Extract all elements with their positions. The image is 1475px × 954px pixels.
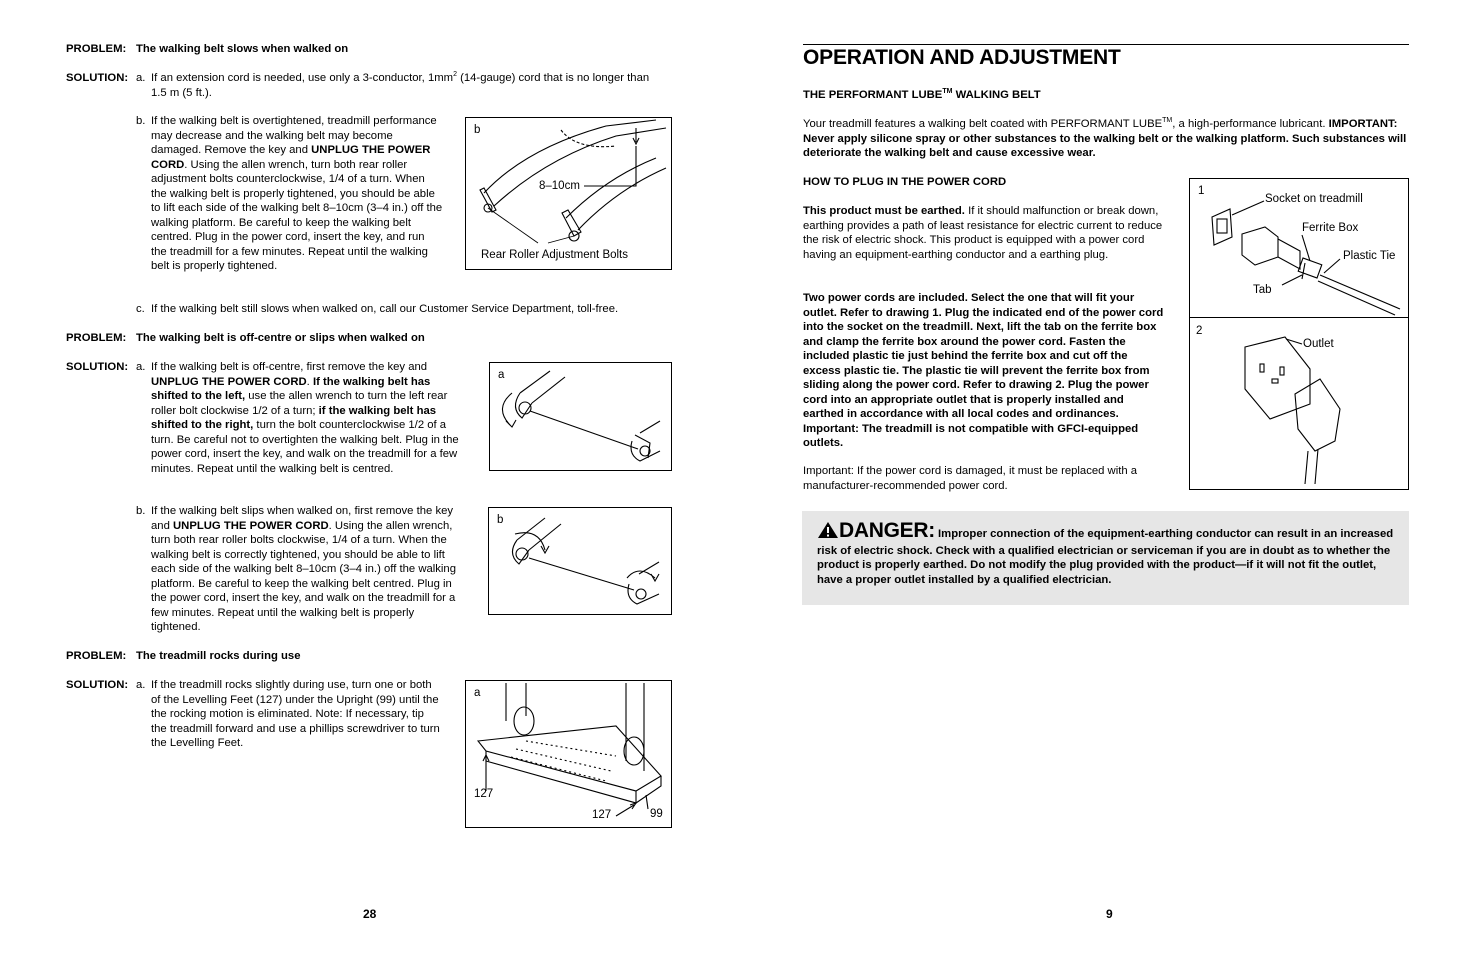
figure-levelling-feet bbox=[465, 680, 672, 828]
danger-message: Improper connection of the equipment-earthing conductor can result in an increased risk of electric shock. Check with a qualified electrician or serviceman if you are in doubt as to whether the product is properly earthed. Do not modify the plug provided with the product—if it will not fit the outlet, have a proper outlet installed by a qualified electrician. bbox=[817, 528, 1394, 586]
problem-label: PROBLEM: bbox=[66, 43, 127, 55]
figure-caption: Rear Roller Adjustment Bolts bbox=[481, 249, 629, 261]
step-a-text: If the walking belt is off-centre, first remove the key and UNPLUG THE POWER CORD. If the walking belt has shifted to the left, use the allen wrench to turn the left rear roller bolt clockwise 1/2 of a turn; if the walking belt has shifted to the right, turn the bolt counterclockwise 1/2 of a turn. Be careful not to overtighten the walking belt. Plug in the power cord, insert the key, and walk on the treadmill for a few minutes. Repeat until the walking belt is centred. bbox=[151, 361, 459, 475]
problem-label: PROBLEM: bbox=[66, 650, 127, 662]
step-letter: a. bbox=[136, 72, 146, 84]
danger-text-block bbox=[817, 521, 1397, 587]
solution-label: SOLUTION: bbox=[66, 679, 129, 691]
problem-label: PROBLEM: bbox=[66, 332, 127, 344]
figure-rear-roller-bolts bbox=[465, 117, 672, 270]
figure-letter: b bbox=[497, 514, 504, 526]
part-label-127: 127 bbox=[474, 788, 494, 800]
treadmill-belt-drawing bbox=[466, 118, 671, 269]
step-letter: b. bbox=[136, 505, 146, 517]
figure-letter: b bbox=[474, 124, 481, 136]
earthing-paragraph: This product must be earthed. If it should malfunction or break down, earthing provides a path of least resistance for electric current to reduce the risk of electric shock. This product is equipped with a power cord having an equipment-earthing conductor and a earthing plug. bbox=[803, 205, 1163, 261]
plug-heading: HOW TO PLUG IN THE POWER CORD bbox=[803, 176, 1007, 188]
figure-belt-left-shift bbox=[489, 362, 672, 471]
step-letter: a. bbox=[136, 679, 146, 691]
warning-triangle-icon bbox=[817, 521, 839, 544]
outlet-label: Outlet bbox=[1303, 338, 1334, 350]
step-a-text: If an extension cord is needed, use only a 3-conductor, $1mm^2$ (14-gauge) cord that is no longer than 1.5 m (5 ft.). bbox=[151, 71, 650, 99]
power-cord-drawing bbox=[1190, 179, 1408, 489]
step-b-text: If the walking belt is overtightened, treadmill performance may decrease and the walking belt may become damaged. Remove the key and UNPLUG THE POWER CORD. Using the allen wrench, turn both rear roller adjustment bolts counterclockwise, 1/4 of a turn. When the walking belt is properly tightened, you should be able to lift each side of the walking belt 8–10cm (3–4 in.) off the walking platform. Be careful to keep the walking belt centred. Plug in the power cord, insert the key, and run the treadmill for a few minutes. Repeat until the walking belt is properly tightened. bbox=[151, 115, 443, 272]
roller-bolt-drawing bbox=[489, 508, 671, 614]
part-label-99: 99 bbox=[650, 808, 663, 820]
problem-heading: The walking belt is off-centre or slips when walked on bbox=[136, 332, 425, 344]
solution-label: SOLUTION: bbox=[66, 361, 129, 373]
step-letter: c. bbox=[136, 303, 145, 315]
problem-heading: The walking belt slows when walked on bbox=[136, 43, 349, 55]
drawing-number: 1 bbox=[1198, 185, 1205, 197]
page-number: 9 bbox=[1106, 907, 1113, 921]
measure-label: 8–10cm bbox=[539, 180, 580, 192]
step-c-text: If the walking belt still slows when walked on, call our Customer Service Department, toll-free. bbox=[151, 303, 619, 315]
lube-heading: THE PERFORMANT LUBE™ WALKING BELT bbox=[803, 88, 1041, 101]
plastic-tie-label: Plastic Tie bbox=[1343, 250, 1396, 262]
roller-bolt-drawing bbox=[490, 363, 671, 470]
drawing-number: 2 bbox=[1196, 325, 1203, 337]
page-number: 28 bbox=[363, 907, 377, 921]
power-cord-instructions: Two power cords are included. Select the one that will fit your outlet. Refer to drawing 1. Plug the indicated end of the power cord into the socket on the treadmill. Next, lift the tab on the ferrite box and clamp the ferrite box around the power cord. Fasten the included plastic tie just behind the ferrite box and cut off the excess plastic tie. The plastic tie will prevent the ferrite box from sliding along the power cord. Refer to drawing 2. Plug the power cord into an appropriate outlet that is properly installed and earthed in accordance with all local codes and ordinances. Important: The treadmill is not compatible with GFCI-equipped outlets. bbox=[803, 292, 1164, 449]
step-letter: a. bbox=[136, 361, 146, 373]
step-letter: b. bbox=[136, 115, 146, 127]
solution-label: SOLUTION: bbox=[66, 72, 129, 84]
lube-paragraph: Your treadmill features a walking belt coated with PERFORMANT LUBE™, a high-performance lubricant. IMPORTANT: Never apply silicone spray or other substances to the walking belt or the walking platform. Such substances will deteriorate the walking belt and cause excessive wear. bbox=[803, 117, 1407, 159]
figure-belt-slip bbox=[488, 507, 672, 615]
socket-label: Socket on treadmill bbox=[1265, 193, 1363, 205]
figure-power-cord bbox=[1189, 178, 1409, 490]
step-b-text: If the walking belt slips when walked on, first remove the key and UNPLUG THE POWER CORD. Using the allen wrench, turn both rear roller bolts clockwise, 1/4 of a turn. When the walking belt is correctly tightened, you should be able to lift each side of the walking belt 8–10cm (3–4 in.) off the walking platform. Be careful to keep the walking belt centred. Plug in the power cord, insert the key, and walk on the treadmill for a few minutes. Repeat until the walking belt is properly tightened. bbox=[151, 505, 456, 633]
danger-word: DANGER: bbox=[839, 519, 935, 542]
danger-warning bbox=[802, 511, 1409, 605]
figure-letter: a bbox=[474, 687, 481, 699]
problem-heading: The treadmill rocks during use bbox=[136, 650, 301, 662]
part-label-127: 127 bbox=[592, 809, 612, 821]
replacement-note: Important: If the power cord is damaged, it must be replaced with a manufacturer-recommended power cord. bbox=[803, 465, 1138, 492]
figure-letter: a bbox=[498, 369, 505, 381]
step-a-text: If the treadmill rocks slightly during use, turn one or both of the Levelling Feet (127) under the Upright (99) until the the rocking motion is eliminated. Note: If necessary, tip the treadmill forward and use a phillips screwdriver to turn the Levelling Feet. bbox=[151, 679, 440, 749]
treadmill-base-drawing bbox=[466, 681, 671, 827]
tab-label: Tab bbox=[1253, 284, 1272, 296]
ferrite-box-label: Ferrite Box bbox=[1302, 222, 1359, 234]
section-title: OPERATION AND ADJUSTMENT bbox=[803, 46, 1121, 69]
